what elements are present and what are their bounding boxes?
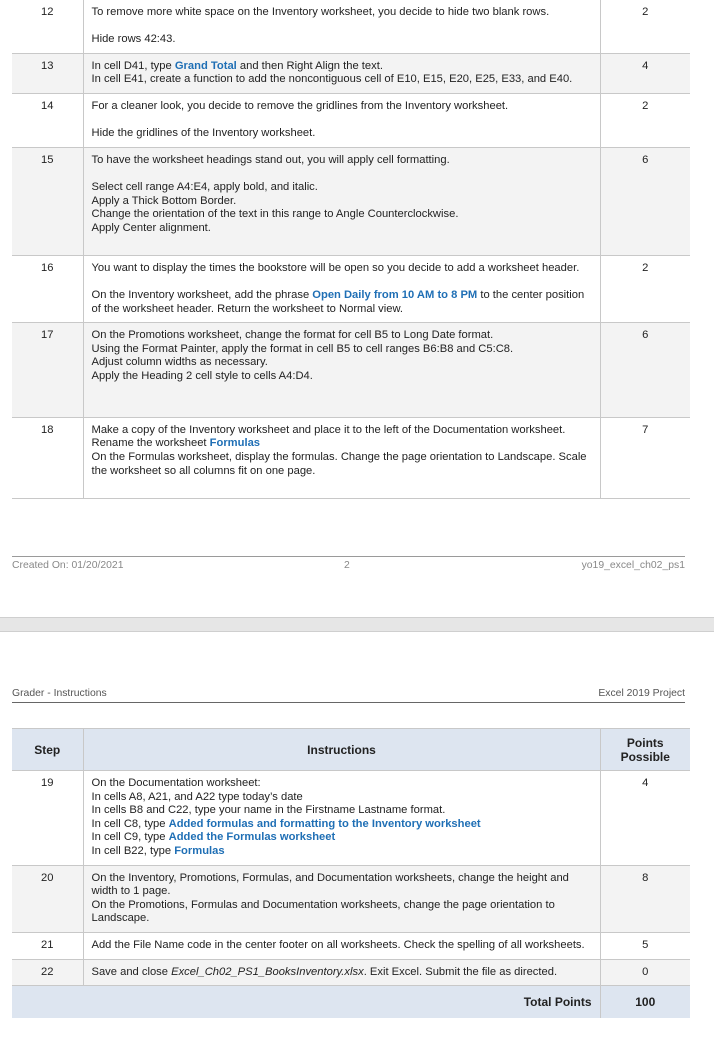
- instruction-line: [92, 343, 592, 357]
- step-number: 12: [12, 0, 83, 53]
- instruction-line: [92, 939, 592, 953]
- step-row: [12, 93, 690, 147]
- instruction-line: [92, 33, 592, 47]
- instruction-line: [92, 329, 592, 343]
- instruction-line: [92, 356, 592, 370]
- instruction-text: and then Right Align the text.: [236, 59, 383, 72]
- step-row: [12, 53, 690, 93]
- instruction-line: [92, 167, 592, 181]
- instruction-text: To remove more white space on the Inventory worksheet, you decide to hide two blank rows.: [91, 6, 550, 18]
- instruction-line: [92, 100, 592, 114]
- instruction-text: You want to display the times the bookstore will be open so you decide to add a worksheet header.: [91, 261, 580, 274]
- total-points-label: Total Points: [83, 986, 600, 1018]
- instruction-line: [92, 208, 592, 222]
- step-row: [12, 0, 690, 53]
- instruction-line: [92, 478, 592, 492]
- page-2: [0, 632, 714, 1052]
- instruction-text: Save and close: [91, 965, 172, 978]
- instruction-text: Adjust column widths as necessary.: [91, 356, 268, 369]
- instruction-line: [92, 872, 592, 899]
- instruction-text: Excel_Ch02_PS1_BooksInventory.xlsx: [171, 965, 364, 978]
- step-instructions: [83, 53, 600, 93]
- step-row: [12, 865, 690, 932]
- instruction-text: to the center position of the worksheet header. Return the worksheet to Normal view.: [91, 289, 585, 315]
- step-number: 15: [12, 147, 83, 255]
- step-number: 14: [12, 93, 83, 147]
- highlighted-text: Formulas: [174, 844, 225, 857]
- instruction-line: [92, 791, 592, 805]
- instruction-line: [92, 181, 592, 195]
- total-row: [12, 986, 690, 1018]
- steps-table-page-2: [12, 728, 690, 1018]
- instruction-line: [92, 262, 592, 276]
- step-points: 4: [600, 771, 690, 866]
- step-row: [12, 932, 690, 959]
- step-instructions: [83, 771, 600, 866]
- page-footer: [12, 556, 685, 572]
- step-instructions: [83, 255, 600, 322]
- instruction-line: [92, 384, 592, 398]
- column-header-points: Points Possible: [600, 729, 690, 771]
- step-row: [12, 417, 690, 498]
- step-number: 20: [12, 865, 83, 932]
- footer-page-number: 2: [344, 560, 350, 571]
- step-number: 21: [12, 932, 83, 959]
- instruction-line: [92, 424, 592, 451]
- footer-file-id: yo19_excel_ch02_ps1: [581, 560, 685, 571]
- highlighted-text: Formulas: [209, 437, 261, 450]
- step-number: 22: [12, 959, 83, 986]
- instruction-text: Apply a Thick Bottom Border.: [91, 194, 237, 207]
- instruction-line: [92, 289, 592, 316]
- instruction-line: [92, 20, 592, 34]
- instruction-line: [92, 831, 592, 845]
- instruction-line: [92, 276, 592, 290]
- instruction-line: [92, 6, 592, 20]
- step-number: 19: [12, 771, 83, 866]
- instruction-line: [92, 114, 592, 128]
- step-instructions: [83, 93, 600, 147]
- instruction-line: [92, 195, 592, 209]
- step-row: [12, 959, 690, 986]
- instruction-text: Make a copy of the Inventory worksheet and place it to the left of the Documentation worksheet. Rename the worksheet: [91, 423, 566, 450]
- step-points: 0: [600, 959, 690, 986]
- instruction-line: [92, 845, 592, 859]
- step-points: 2: [600, 255, 690, 322]
- step-instructions: [83, 865, 600, 932]
- instruction-line: [92, 804, 592, 818]
- instruction-text: On the Inventory, Promotions, Formulas, and Documentation worksheets, change the height and width to 1 page.: [91, 871, 569, 898]
- instruction-text: Hide rows 42:43.: [91, 33, 176, 46]
- step-points: 4: [600, 53, 690, 93]
- step-points: 2: [600, 0, 690, 53]
- highlighted-text: Open Daily from 10 AM to 8 PM: [312, 289, 478, 302]
- instruction-text: Select cell range A4:E4, apply bold, and italic.: [91, 180, 318, 193]
- instruction-text: In cell D41, type: [91, 59, 175, 72]
- highlighted-text: Added the Formulas worksheet: [168, 831, 336, 844]
- total-points-value: 100: [600, 986, 690, 1018]
- step-instructions: [83, 417, 600, 498]
- page-separator: [0, 617, 714, 632]
- instruction-text: On the Formulas worksheet, display the formulas. Change the page orientation to Landscape. Scale the worksheet so all columns fit on one page.: [91, 451, 587, 477]
- highlighted-text: Added formulas and formatting to the Inventory worksheet: [168, 817, 481, 830]
- column-header-instructions: Instructions: [83, 729, 600, 771]
- step-row: [12, 255, 690, 322]
- step-points: 6: [600, 323, 690, 418]
- step-points: 2: [600, 93, 690, 147]
- step-number: 18: [12, 417, 83, 498]
- step-row: [12, 323, 690, 418]
- instruction-line: [92, 235, 592, 249]
- step-instructions: [83, 323, 600, 418]
- instruction-text: In cells A8, A21, and A22 type today’s date: [91, 790, 303, 803]
- instruction-text: Change the orientation of the text in this range to Angle Counterclockwise.: [91, 208, 459, 221]
- step-number: 16: [12, 255, 83, 322]
- instruction-text: In cell B22, type: [91, 844, 175, 857]
- instruction-text: Using the Format Painter, apply the format in cell B5 to cell ranges B6:B8 and C5:C8.: [91, 342, 514, 355]
- instruction-text: Add the File Name code in the center footer on all worksheets. Check the spelling of all worksheets.: [91, 938, 585, 951]
- step-number: 13: [12, 53, 83, 93]
- instruction-line: [92, 899, 592, 926]
- instruction-text: Hide the gridlines of the Inventory worksheet.: [91, 127, 316, 140]
- instruction-text: For a cleaner look, you decide to remove the gridlines from the Inventory worksheet.: [91, 99, 509, 112]
- step-points: 7: [600, 417, 690, 498]
- instruction-text: On the Documentation worksheet:: [91, 777, 261, 789]
- step-points: 5: [600, 932, 690, 959]
- instruction-line: [92, 127, 592, 141]
- step-points: 8: [600, 865, 690, 932]
- header-project-name: Excel 2019 Project: [598, 688, 685, 699]
- step-instructions: [83, 0, 600, 53]
- instruction-text: On the Inventory worksheet, add the phrase: [91, 289, 313, 302]
- step-instructions: [83, 932, 600, 959]
- header-grader-instructions: Grader - Instructions: [12, 688, 107, 699]
- instruction-text: Apply Center alignment.: [91, 221, 211, 234]
- instruction-text: On the Promotions, Formulas and Documentation worksheets, change the page orientation to Landscape.: [91, 898, 555, 925]
- instruction-line: [92, 222, 592, 236]
- step-points: 6: [600, 147, 690, 255]
- footer-created-on: Created On: 01/20/2021: [12, 560, 124, 571]
- step-instructions: [83, 147, 600, 255]
- steps-table-page-1: [12, 0, 690, 499]
- instruction-text: Apply the Heading 2 cell style to cells A4:D4.: [91, 370, 313, 383]
- instruction-text: . Exit Excel. Submit the file as directed.: [363, 965, 558, 978]
- step-row: [12, 147, 690, 255]
- column-header-step: Step: [12, 729, 83, 771]
- instruction-line: [92, 451, 592, 478]
- instruction-line: [92, 966, 592, 980]
- instruction-text: To have the worksheet headings stand out, you will apply cell formatting.: [91, 153, 450, 166]
- instruction-text: On the Promotions worksheet, change the format for cell B5 to Long Date format.: [91, 329, 494, 342]
- step-instructions: [83, 959, 600, 986]
- instruction-line: [92, 818, 592, 832]
- instruction-text: In cell C8, type: [91, 817, 169, 830]
- instruction-line: [92, 397, 592, 411]
- step-number: 17: [12, 323, 83, 418]
- instruction-text: In cells B8 and C22, type your name in the Firstname Lastname format.: [91, 804, 446, 817]
- highlighted-text: Grand Total: [174, 59, 237, 72]
- page-header: [12, 687, 685, 703]
- instruction-line: [92, 60, 592, 74]
- instruction-text: In cell C9, type: [91, 831, 169, 844]
- instruction-line: [92, 370, 592, 384]
- instruction-text: In cell E41, create a function to add the noncontiguous cell of E10, E15, E20, E25, E33, and E40.: [91, 73, 573, 86]
- instruction-line: [92, 73, 592, 87]
- instruction-line: [92, 777, 592, 791]
- step-row: [12, 771, 690, 866]
- instruction-line: [92, 154, 592, 168]
- total-spacer: [12, 986, 83, 1018]
